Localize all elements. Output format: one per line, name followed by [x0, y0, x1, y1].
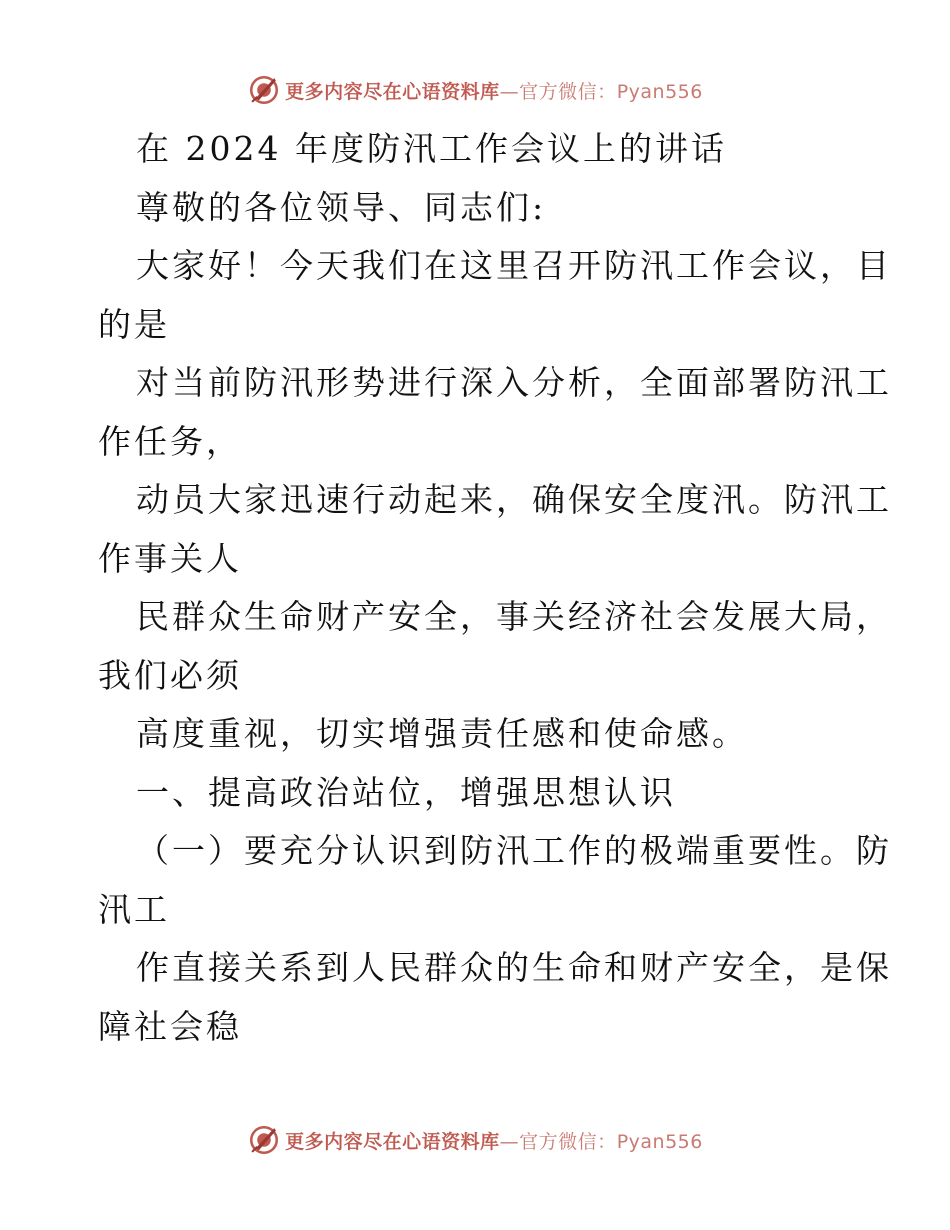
footer-wechat-id: Pyan556 — [616, 1130, 703, 1153]
header-banner — [0, 70, 950, 110]
paragraph-line: 民群众生命财产安全，事关经济社会发展大局， — [136, 597, 892, 636]
paragraph-line: 大家好！今天我们在这里召开防汛工作会议，目 — [136, 246, 892, 285]
header-wechat-id: Pyan556 — [616, 80, 703, 103]
section-heading: 一、提高政治站位，增强思想认识 — [136, 772, 676, 812]
subsection-heading: （一）要充分认识到防汛工作的极端重要性。防 — [136, 831, 892, 870]
header-wechat-label: 官方微信： — [519, 80, 617, 103]
document-body — [98, 120, 892, 1056]
footer-wechat-label: 官方微信： — [519, 1130, 617, 1153]
footer-banner-text — [285, 1127, 703, 1154]
quill-seal-icon — [247, 73, 281, 107]
salutation: 尊敬的各位领导、同志们: — [136, 187, 547, 227]
paragraph-line: 动员大家迅速行动起来，确保安全度汛。防汛工 — [136, 480, 892, 519]
footer-brand-text: 更多内容尽在心语资料库 — [285, 1130, 500, 1153]
paragraph-line: 障社会稳 — [98, 1006, 242, 1046]
paragraph-line: 作事关人 — [98, 538, 242, 578]
footer-separator: — — [499, 1130, 520, 1153]
header-separator: — — [499, 80, 520, 103]
paragraph-line: 的是 — [98, 304, 170, 344]
footer-banner — [0, 1120, 950, 1160]
paragraph-line: 作直接关系到人民群众的生命和财产安全，是保 — [136, 948, 892, 987]
header-brand-text: 更多内容尽在心语资料库 — [285, 80, 500, 103]
document-title: 在 2024 年度防汛工作会议上的讲话 — [136, 129, 727, 168]
paragraph-line: 作任务， — [98, 421, 242, 461]
header-banner-text — [285, 77, 703, 104]
quill-seal-icon — [247, 1123, 281, 1157]
paragraph-line: 高度重视，切实增强责任感和使命感。 — [136, 714, 748, 753]
paragraph-line: 对当前防汛形势进行深入分析，全面部署防汛工 — [136, 363, 892, 402]
paragraph-line: 我们必须 — [98, 655, 242, 695]
paragraph-line: 汛工 — [98, 889, 170, 929]
